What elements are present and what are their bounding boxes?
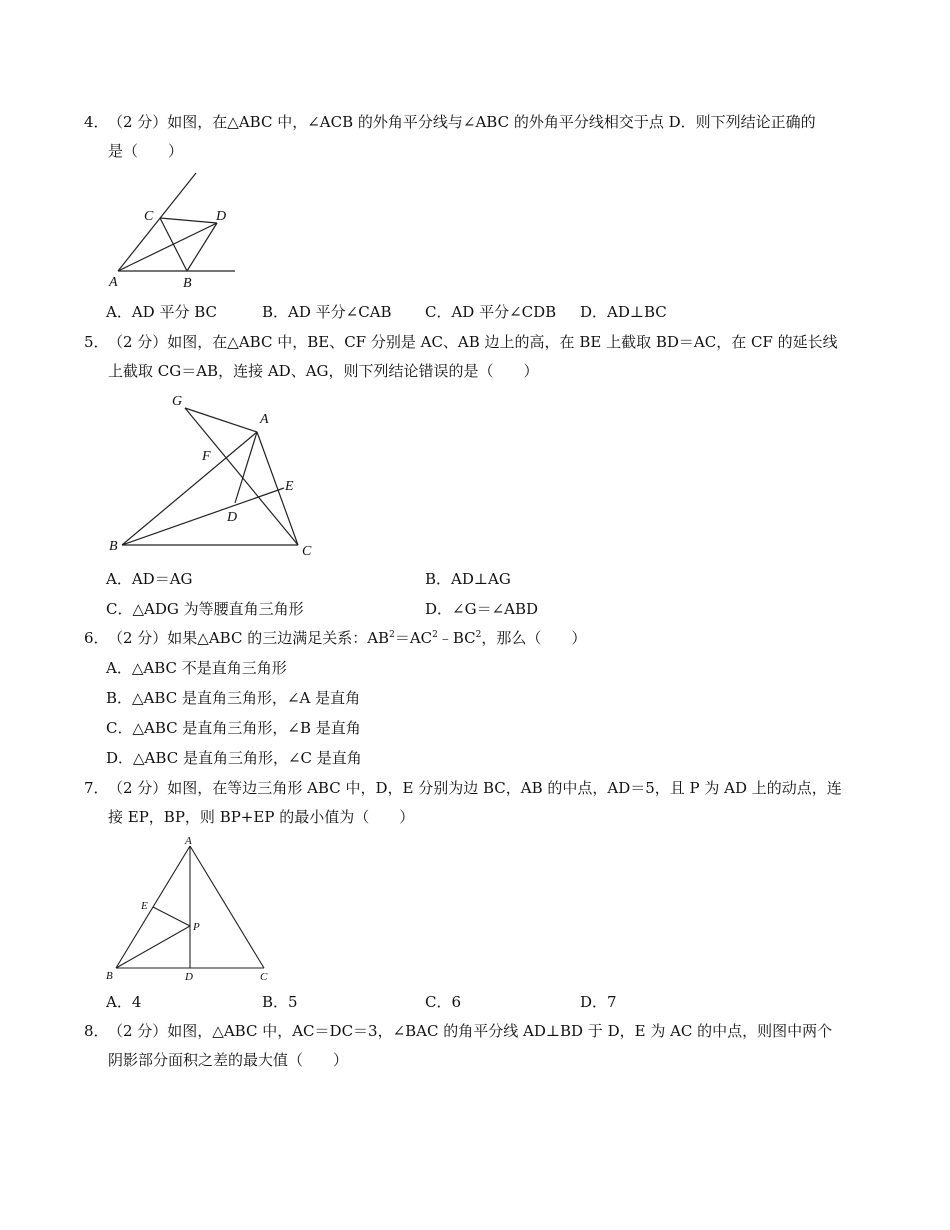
q4-label-b: B: [183, 276, 192, 291]
q5-stem-line2: 上截取 CG＝AB，连接 AD、AG，则下列结论错误的是（ ）: [108, 362, 539, 380]
q5-option-d: D．∠G＝∠ABD: [425, 600, 539, 618]
q4-option-d: D．AD⊥BC: [580, 303, 667, 321]
q5-label-a: A: [260, 412, 269, 427]
q7-number: 7．: [84, 779, 109, 797]
q7-label-b: B: [106, 970, 113, 982]
q7-option-b: B．5: [262, 993, 298, 1011]
q4-label-d: D: [216, 209, 227, 224]
q5-label-b: B: [109, 539, 118, 554]
q6-number: 6．: [84, 629, 109, 647]
q7-label-c: C: [260, 971, 268, 983]
q7-option-c: C．6: [425, 993, 462, 1011]
q4-label-c: C: [144, 209, 154, 224]
q5-option-c: C．△ADG 为等腰直角三角形: [106, 600, 304, 618]
q5-figure: [100, 385, 330, 565]
q7-stem-line2: 接 EP，BP，则 BP+EP 的最小值为（ ）: [108, 808, 415, 826]
q6-option-c: C．△ABC 是直角三角形，∠B 是直角: [106, 719, 361, 737]
q6-stem: （2 分）如果△ABC 的三边满足关系：$AB^2=AC^2﹣BC^2$，那么（ ）: [108, 629, 587, 647]
q5-label-f: F: [202, 449, 211, 464]
q7-label-a: A: [185, 835, 192, 847]
q4-option-b: B．AD 平分∠CAB: [262, 303, 392, 321]
q6-option-b: B．△ABC 是直角三角形，∠A 是直角: [106, 689, 361, 707]
q7-option-a: A．4: [106, 993, 142, 1011]
q5-number: 5．: [84, 333, 109, 351]
q4-label-a: A: [109, 275, 118, 290]
q8-stem-line2: 阴影部分面积之差的最大值（ ）: [108, 1051, 349, 1069]
q7-figure: [100, 834, 280, 984]
q6-option-a: A．△ABC 不是直角三角形: [106, 659, 287, 677]
q7-stem-line1: （2 分）如图，在等边三角形 ABC 中，D，E 分别为边 BC，AB 的中点，AD＝5，且 P 为 AD 上的动点，连: [108, 779, 842, 797]
q5-option-b: B．AD⊥AG: [425, 570, 511, 588]
q7-option-d: D．7: [580, 993, 617, 1011]
q5-option-a: A．AD＝AG: [106, 570, 193, 588]
q4-option-a: A．AD 平分 BC: [106, 303, 218, 321]
q7-label-p: P: [193, 921, 200, 933]
q5-label-c: C: [302, 544, 312, 559]
q4-option-c: C．AD 平分∠CDB: [425, 303, 557, 321]
q8-stem-line1: （2 分）如图，△ABC 中，AC＝DC＝3，∠BAC 的角平分线 AD⊥BD 于 D，E 为 AC 的中点，则图中两个: [108, 1022, 833, 1040]
q5-stem-line1: （2 分）如图，在△ABC 中，BE、CF 分别是 AC、AB 边上的高，在 BE 上截取 BD＝AC，在 CF 的延长线: [108, 333, 838, 351]
q5-label-e: E: [285, 479, 294, 494]
q4-figure: [100, 165, 250, 295]
q5-label-g: G: [172, 394, 183, 409]
q8-number: 8．: [84, 1022, 109, 1040]
q6-option-d: D．△ABC 是直角三角形，∠C 是直角: [106, 749, 362, 767]
q4-number: 4．: [84, 113, 109, 131]
q4-stem-line2: 是（ ）: [108, 142, 184, 160]
q5-label-d: D: [227, 510, 238, 525]
q4-stem-line1: （2 分）如图，在△ABC 中，∠ACB 的外角平分线与∠ABC 的外角平分线相交于点 D．则下列结论正确的: [108, 113, 816, 131]
q7-label-d: D: [185, 971, 193, 983]
q7-label-e: E: [141, 900, 148, 912]
